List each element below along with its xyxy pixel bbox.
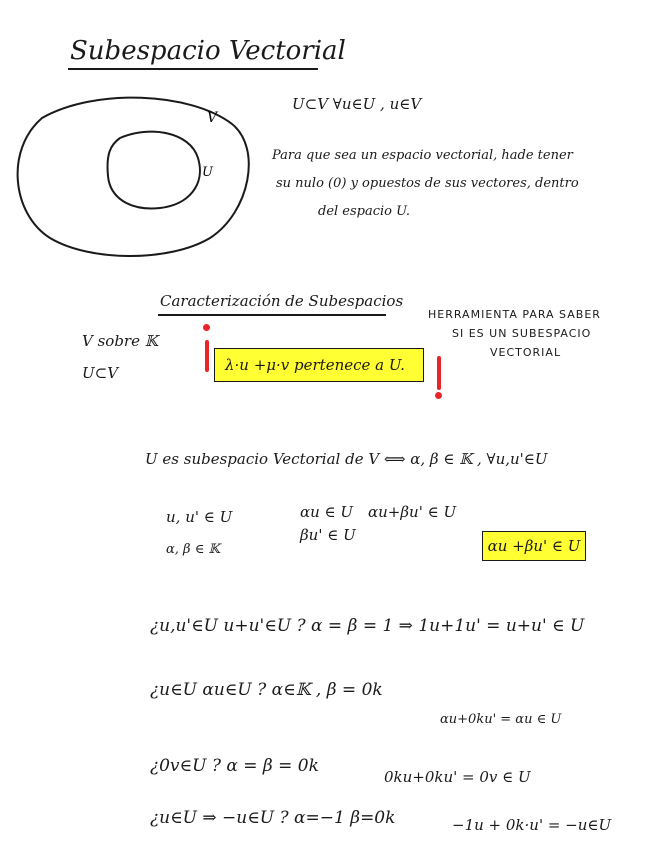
check-closure-sum: ¿u,u'∈U u+u'∈U ? α = β = 1 ⇒ 1u+1u' = u+u' ∈ U xyxy=(150,616,585,636)
linear-combination: αu+βu' ∈ U xyxy=(368,503,457,521)
notation-line: U⊂V ∀u∈U , u∈V xyxy=(292,95,422,113)
check-closure-scalar: ¿u∈U αu∈U ? α∈𝕂 , β = 0k xyxy=(150,680,383,700)
check-zero-vector-result: 0ku+0ku' = 0v ∈ U xyxy=(384,768,531,786)
highlighted-formula: λ·u +μ·v pertenece a U. xyxy=(214,348,424,382)
check-zero-vector: ¿0v∈U ? α = β = 0k xyxy=(150,756,319,776)
red-mark-left-dot xyxy=(203,324,210,331)
red-mark-right-dot xyxy=(435,392,442,399)
page-title: Subespacio Vectorial xyxy=(70,36,346,66)
theorem-line: U es subespacio Vectorial de V ⟺ α, β ∈ 𝕂 , ∀u,u'∈U xyxy=(145,450,548,468)
scaled-u: αu ∈ U xyxy=(300,503,354,521)
check-opposite: ¿u∈U ⇒ −u∈U ? α=−1 β=0k xyxy=(150,808,396,828)
red-mark-right xyxy=(437,356,441,390)
tool-note-1: HERRAMIENTA PARA SABER xyxy=(428,308,601,321)
note-line-2: su nulo (0) y opuestos de sus vectores, dentro xyxy=(276,176,579,191)
scaled-u-prime: βu' ∈ U xyxy=(300,526,356,544)
left-note-2: U⊂V xyxy=(82,364,119,382)
note-line-1: Para que sea un espacio vectorial, hade tener xyxy=(272,148,573,163)
red-mark-left xyxy=(205,340,209,372)
tool-note-2: SI ES UN SUBESPACIO xyxy=(452,327,592,340)
given-vectors: u, u' ∈ U xyxy=(166,508,233,526)
section-title-underline xyxy=(158,314,386,316)
outer-set-label: V xyxy=(207,110,218,126)
left-note-1: V sobre 𝕂 xyxy=(82,332,158,350)
note-line-3: del espacio U. xyxy=(318,204,411,219)
inner-set-label: U xyxy=(202,165,213,180)
check-opposite-result: −1u + 0k·u' = −u∈U xyxy=(452,816,612,834)
section-title: Caracterización de Subespacios xyxy=(160,292,404,310)
check-closure-scalar-result: αu+0ku' = αu ∈ U xyxy=(440,712,562,727)
tool-note-3: VECTORIAL xyxy=(490,346,562,359)
highlighted-combination: αu +βu' ∈ U xyxy=(482,531,586,561)
inner-set-U xyxy=(108,132,200,209)
given-scalars: α, β ∈ 𝕂 xyxy=(166,542,220,557)
